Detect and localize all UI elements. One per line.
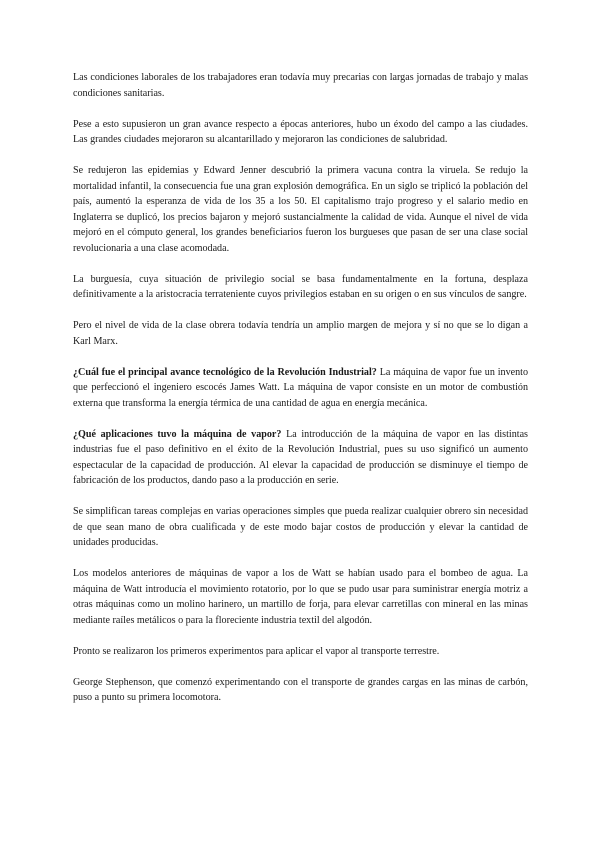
paragraph-text: Las condiciones laborales de los trabajadores eran todavía muy precarias con largas jornadas de trabajo y malas condiciones sanitarias. — [73, 72, 528, 99]
paragraph-land-transport — [73, 644, 528, 660]
paragraph-text: Los modelos anteriores de máquinas de vapor a los de Watt se habían usado para el bombeo de agua. La máquina de Watt introducía el movimiento rotatorio, por lo que se pudo usar para suministrar energía motriz a otras máquinas como un molino harinero, un martillo de forja, para elevar carretillas con mineral en las minas mediante raíles metálicos o para la floreciente industria textil del algodón. — [73, 568, 528, 626]
paragraph-text: George Stephenson, que comenzó experimentando con el transporte de grandes cargas en las minas de carbón, puso a punto su primera locomotora. — [73, 676, 528, 703]
paragraph-text: Se simplifican tareas complejas en varias operaciones simples que pueda realizar cualquier obrero sin necesidad de que sean mano de obra cualificada y de este modo bajar costos de producción y elevar la cantidad de unidades producidas. — [73, 506, 528, 548]
paragraph-text: Pero el nivel de vida de la clase obrera todavía tendría un amplio margen de mejora y sí no que se lo digan a Karl Marx. — [73, 320, 528, 347]
document-page — [73, 70, 528, 721]
paragraph-bourgeoisie — [73, 272, 528, 303]
paragraph-working-conditions — [73, 70, 528, 101]
paragraph-text: La introducción de la máquina de vapor en las distintas industrias fue el paso definitivo en el éxito de la Revolución Industrial, pues su uso significó un aumento espectacular de la capacidad de producción. Al elevar la capacidad de producción se disminuye el tiempo de fabricación de los productos, dando paso a la producción en serie. — [73, 428, 528, 486]
paragraph-watt-models — [73, 566, 528, 628]
paragraph-steam-applications — [73, 427, 528, 489]
paragraph-text: La máquina de vapor fue un invento que perfeccionó el ingeniero escocés James Watt. La máquina de vapor consiste en un motor de combustión externa que transforma la energía térmica de una cantidad de agua en energía mecánica. — [73, 366, 528, 409]
paragraph-text: Pronto se realizaron los primeros experimentos para aplicar el vapor al transporte terrestre. — [73, 645, 440, 657]
paragraph-demographics — [73, 163, 528, 256]
paragraph-working-class — [73, 318, 528, 349]
paragraph-city-improvements — [73, 117, 528, 148]
paragraph-text: Pese a esto supusieron un gran avance respecto a épocas anteriores, hubo un éxodo del campo a las ciudades. Las grandes ciudades mejoraron su alcantarillado y mejoraron las condiciones de salubridad. — [73, 118, 528, 145]
paragraph-task-simplification — [73, 504, 528, 551]
paragraph-steam-engine — [73, 365, 528, 412]
paragraph-text: La burguesía, cuya situación de privilegio social se basa fundamentalmente en la fortuna, desplaza definitivamente a la aristocracia terrateniente cuyos privilegios estaban en su origen o en sus vínculos de sangre. — [73, 273, 528, 300]
paragraph-stephenson — [73, 675, 528, 706]
question-heading: ¿Qué aplicaciones tuvo la máquina de vapor? — [73, 428, 282, 440]
question-heading: ¿Cuál fue el principal avance tecnológico de la Revolución Industrial? — [73, 366, 377, 378]
paragraph-text: Se redujeron las epidemias y Edward Jenner descubrió la primera vacuna contra la viruela. Se redujo la mortalidad infantil, la consecuencia fue una gran explosión demográfica. En un siglo se triplicó la población del país, aumentó la esperanza de vida de los 35 a los 50. El capitalismo trajo progreso y el salario medio en Inglaterra se duplicó, los precios bajaron y mejoró sustancialmente la calidad de vida. Aunque el nivel de vida mejoró en el cómputo general, los grandes beneficiarios fueron los burgueses que pasan de ser una clase social revolucionaria a una clase acomodada. — [73, 165, 528, 254]
